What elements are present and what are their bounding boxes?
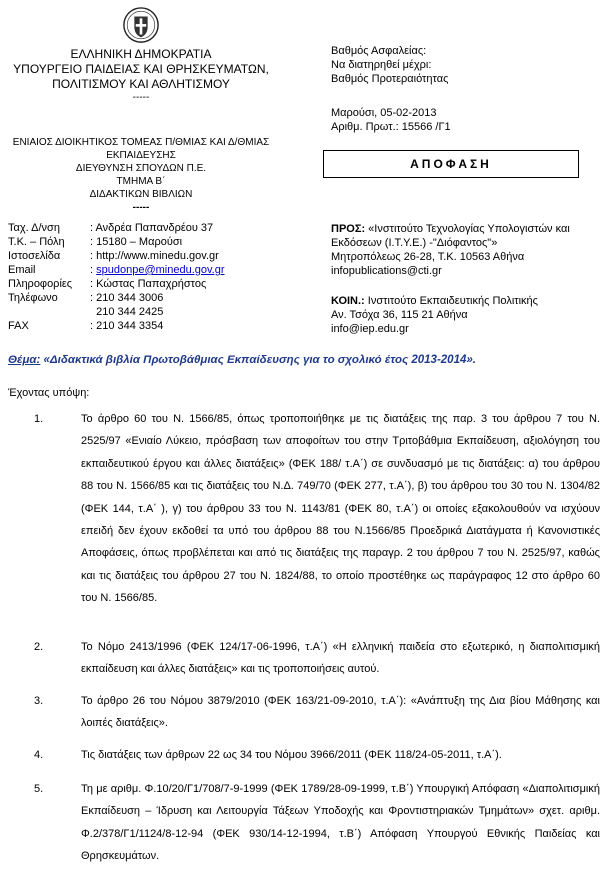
sector-line-2: ΕΚΠΑΙΔΕΥΣΗΣ [106,150,176,161]
item-number: 3. [34,695,44,707]
ministry-line-2: ΠΟΛΙΤΙΣΜΟΥ ΚΑΙ ΑΘΛΗΤΙΣΜΟΥ [52,77,230,91]
info-label: Πληροφορίες [8,278,73,290]
to-line-3: Μητροπόλεως 26-28, Τ.Κ. 10563 Αθήνα [331,251,525,263]
list-item [20,778,600,868]
header-sector [0,136,282,214]
header-ministry [0,47,282,104]
priority-level: Βαθμός Προτεραιότητας [331,73,449,85]
fax-value: : 210 344 3354 [90,320,164,332]
cc-block [331,294,606,336]
phone2-value: 210 344 2425 [90,306,164,318]
list-item [20,744,600,766]
cc-label: ΚΟΙΝ.: [331,295,365,307]
cc-line-3: info@iep.edu.gr [331,323,409,335]
phone-value: : 210 344 3006 [90,292,164,304]
greek-emblem-icon [122,6,160,44]
email-link[interactable]: spudonpe@minedu.gov.gr [96,264,225,276]
subject-prefix: Θέμα: [8,354,41,366]
to-line-4: infopublications@cti.gr [331,265,442,277]
protocol-number: Αριθμ. Πρωτ.: 15566 /Γ1 [331,121,451,133]
to-line-1: «Ινστιτούτο Τεχνολογίας Υπολογιστών και [365,223,570,235]
list-item [20,690,600,735]
item-text: Τις διατάξεις των άρθρων 22 ως 34 του Νόμου 3966/2011 (ΦΕΚ 118/24-05-2011, τ.Α΄). [81,749,502,761]
item-text: Το άρθρο 60 του Ν. 1566/85, όπως τροποποιήθηκε με τις διατάξεις της παρ. 3 του άρθρου 7 του Ν. 2525/97 «Ενιαίο Λύκειο, πρόσβαση των αποφοίτων του στην Τριτοβάθμια Εκπαίδευση, αξιολόγηση του εκπαιδευτικού έργου και άλλες διατάξεις» (ΦΕΚ 188/ τ.Α΄) σε συνδυασμό με τις διατάξεις: α) του άρθρου 88 του Ν. 1566/85 και τις διατάξεις του Ν.Δ. 749/70 (ΦΕΚ 277, τ.Α΄), β) του άρθρου του 30 του Ν. 1304/82 (ΦΕΚ 144, τ.Α΄ ), γ) του άρθρου 33 του Ν. 1143/81 (ΦΕΚ 80, τ.Α΄) οι οποίες εξακολουθούν να ισχύουν επειδή δεν έχουν εκδοθεί τα υπό του άρθρου 88 του Ν.1566/85 Προεδρικά Διατάγματα ή Κανονιστικές Αποφάσεις, όπως προβλέπεται και από τις διατάξεις της παραγρ. 2 του άρθρου 7 του Ν. 2525/97, καθώς και τις διατάξεις του άρθρου 27 του Ν. 1824/88, το οποίο προστέθηκε ως παράγραφος 12 στο άρθρο 60 του Ν. 1566/85. [81,413,600,605]
postal-value: : 15180 – Μαρούσι [90,236,183,248]
address-value: : Ανδρέα Παπανδρέου 37 [90,222,214,234]
place-date: Μαρούσι, 05-02-2013 [331,107,437,119]
cc-line-2: Αν. Τσόχα 36, 115 21 Αθήνα [331,309,468,321]
item-number: 1. [34,413,44,425]
email-value [90,264,225,278]
to-line-2: Εκδόσεων (Ι.Τ.Υ.Ε.) -"Διόφαντος"» [331,237,498,249]
email-colon: : [90,264,97,276]
phone-label: Τηλέφωνο [8,292,58,304]
contact-block [0,222,310,342]
to-label: ΠΡΟΣ: [331,223,366,235]
republic-title: ΕΛΛΗΝΙΚΗ ΔΗΜΟΚΡΑΤΙΑ [70,47,212,61]
item-number: 2. [34,641,44,653]
email-label: Email [8,264,36,276]
separator: ----- [132,202,150,213]
item-number: 5. [34,783,44,795]
list-item [20,636,600,681]
separator: ----- [132,92,150,103]
department: ΤΜΗΜΑ Β΄ [116,176,166,187]
item-number: 4. [34,749,44,761]
security-level: Βαθμός Ασφαλείας: [331,45,427,57]
info-value: : Κώστας Παπαχρήστος [90,278,207,290]
item-text: Το Νόμο 2413/1996 (ΦΕΚ 124/17-06-1996, τ.Α΄) «Η ελληνική παιδεία στο εξωτερικό, η διαπολιτισμική εκπαίδευση και άλλες διατάξεις» και τις τροποποιήσεις αυτού. [81,641,600,676]
cc-line-1: Ινστιτούτο Εκπαιδευτικής Πολιτικής [364,295,538,307]
list-item [20,408,600,610]
decision-title: ΑΠΟΦΑΣΗ [323,150,579,178]
ministry-line-1: ΥΠΟΥΡΓΕΙΟ ΠΑΙΔΕΙΑΣ ΚΑΙ ΘΡΗΣΚΕΥΜΑΤΩΝ, [13,62,269,76]
item-text: Το άρθρο 26 του Νόμου 3879/2010 (ΦΕΚ 163/21-09-2010, τ.Α΄): «Ανάπτυξη της Δια βίου Μάθησης και λοιπές διατάξεις». [81,695,600,730]
subject-text: «Διδακτικά βιβλία Πρωτοβάθμιας Εκπαίδευσης για το σχολικό έτος 2013-2014». [40,354,476,366]
section: ΔΙΔΑΚΤΙΚΩΝ ΒΙΒΛΙΩΝ [89,189,193,200]
recipient-block [331,222,606,278]
website-value: : http://www.minedu.gov.gr [90,250,219,262]
directorate: ΔΙΕΥΘΥΝΣΗ ΣΠΟΥΔΩΝ Π.Ε. [75,163,207,174]
keep-until: Να διατηρηθεί μέχρι: [331,59,432,71]
website-label: Ιστοσελίδα [8,250,61,262]
classification-block [331,44,448,86]
having-in-mind: Έχοντας υπόψη: [8,387,90,399]
subject-line [8,354,476,366]
postal-label: Τ.Κ. – Πόλη [8,236,65,248]
date-protocol-block [331,106,451,134]
sector-line-1: ΕΝΙΑΙΟΣ ΔΙΟΙΚΗΤΙΚΟΣ ΤΟΜΕΑΣ Π/ΘΜΙΑΣ ΚΑΙ Δ/ΘΜΙΑΣ [12,137,270,148]
address-label: Ταχ. Δ/νση [8,222,60,234]
item-text: Τη με αριθμ. Φ.10/20/Γ1/708/7-9-1999 (ΦΕΚ 1789/28-09-1999, τ.Β΄) Υπουργική Απόφαση «Διαπολιτισμική Εκπαίδευση – Ίδρυση και Λειτουργία Τάξεων Υποδοχής και Φροντιστηριακών Τμημάτων» σχετ. αριθμ. Φ.2/378/Γ1/1124/8-12-94 (ΦΕΚ 930/14-12-1994, τ.Β΄) Απόφαση Υπουργού Εθνικής Παιδείας και Θρησκευμάτων. [81,783,600,863]
fax-label: FAX [8,320,29,332]
